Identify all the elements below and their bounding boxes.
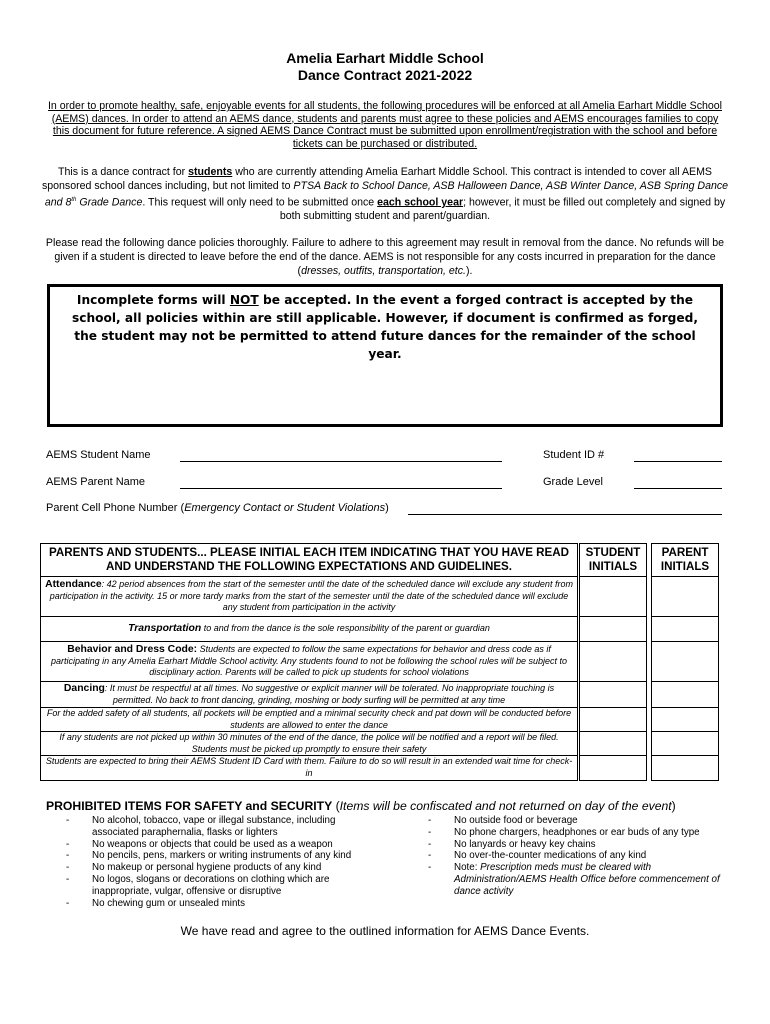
student-initial-pickup[interactable]: [580, 732, 647, 756]
safety-rule: For the added safety of all students, all pockets will be emptied and a minimal security check and pat down will be conducted before students are allowed to enter the dance: [41, 708, 578, 732]
student-initials-header: STUDENT INITIALS: [580, 544, 647, 577]
parent-phone-field[interactable]: [408, 505, 722, 515]
list-item: - No alcohol, tobacco, vape or illegal substance, including associated paraphernalia, flasks or lighters: [66, 815, 366, 839]
student-initial-behavior[interactable]: [580, 642, 647, 682]
student-id-rule: Students are expected to bring their AEMS Student ID Card with them. Failure to do so will result in an extended wait time for check-in: [41, 756, 578, 780]
parent-initial-attendance[interactable]: [652, 577, 719, 617]
parent-initial-dancing[interactable]: [652, 682, 719, 708]
student-initial-dancing[interactable]: [580, 682, 647, 708]
parent-initial-behavior[interactable]: [652, 642, 719, 682]
table-header: PARENTS AND STUDENTS... PLEASE INITIAL EACH ITEM INDICATING THAT YOU HAVE READ AND UNDERSTAND THE FOLLOWING EXPECTATIONS AND GUIDELINES.: [41, 544, 578, 577]
prohibited-list-left: [66, 815, 366, 909]
parent-initial-id-card[interactable]: [652, 756, 719, 780]
school-title: Amelia Earhart Middle School: [286, 50, 484, 66]
list-item: - No over-the-counter medications of any kind: [428, 850, 728, 862]
list-item: - No chewing gum or unsealed mints: [66, 898, 366, 910]
list-item: - Note: Prescription meds must be cleared with Administration/AEMS Health Office before commencement of dance activity: [428, 862, 728, 897]
student-initial-id-card[interactable]: [580, 756, 647, 780]
prohibited-title: PROHIBITED ITEMS FOR SAFETY and SECURITY (Items will be confiscated and not returned on day of the event): [46, 799, 676, 813]
parent-name-label: AEMS Parent Name: [46, 476, 146, 488]
list-item: - No pencils, pens, markers or writing instruments of any kind: [66, 850, 366, 862]
notice-text: Incomplete forms will NOT be accepted. In the event a forged contract is accepted by the school, all policies within are still applicable. However, if document is confirmed as forged, the student may not be permitted to attend future dances for the remainder of the school year.: [71, 293, 699, 361]
parent-initial-safety[interactable]: [652, 708, 719, 732]
dancing-rule: Dancing: It must be respectful at all times. No suggestive or explicit manner will be tolerated. No inappropriate touching is permitted. No back to front dancing, grinding, moshing or body surfing will be permitted at any time: [41, 682, 578, 708]
list-item: - No phone chargers, headphones or ear buds of any type: [428, 827, 728, 839]
behavior-rule: Behavior and Dress Code: Students are expected to follow the same expectations for behavior and dress code as if participating in any Amelia Earhart Middle School activity. Any students found to not be following the school rules will be subject to disciplinary action. Parents will be called to pick up students for school violations: [41, 642, 578, 682]
contract-title: Dance Contract 2021-2022: [297, 67, 473, 83]
student-name-field[interactable]: [180, 452, 502, 462]
notice-box: [47, 284, 723, 427]
prohibited-list-right: [428, 815, 728, 898]
parent-initial-pickup[interactable]: [652, 732, 719, 756]
student-initial-attendance[interactable]: [580, 577, 647, 617]
parent-initial-transportation[interactable]: [652, 617, 719, 642]
expectations-table: [40, 543, 719, 781]
agreement-statement: We have read and agree to the outlined information for AEMS Dance Events.: [180, 924, 590, 938]
parent-name-field[interactable]: [180, 479, 502, 489]
transportation-rule: Transportation to and from the dance is the sole responsibility of the parent or guardian: [41, 617, 578, 642]
student-initial-transportation[interactable]: [580, 617, 647, 642]
student-id-label: Student ID #: [543, 449, 605, 461]
attendance-rule: Attendance: 42 period absences from the start of the semester until the date of the scheduled dance will exclude any student from participation in the activity. 15 or more tardy marks from the start of the semester until the date of the scheduled dance will exclude any student from participation in the activity: [41, 577, 578, 617]
contract-scope-paragraph: This is a dance contract for students who are currently attending Amelia Earhart Middle School. This contract is intended to cover all AEMS sponsored school dances including, but not limited to PTSA Back to School Dance, ASB Halloween Dance, ASB Winter Dance, ASB Spring Dance and 8th Grade Dance. This request will only need to be submitted once each school year; however, it must be filled out completely and signed by both submitting student and parent/guardian.: [41, 166, 729, 222]
list-item: - No lanyards or heavy key chains: [428, 839, 728, 851]
student-id-field[interactable]: [634, 452, 722, 462]
parent-phone-label: Parent Cell Phone Number (Emergency Contact or Student Violations): [46, 502, 389, 514]
list-item: - No logos, slogans or decorations on clothing which are inappropriate, vulgar, offensive or disruptive: [66, 874, 366, 898]
grade-level-label: Grade Level: [543, 476, 603, 488]
student-initial-safety[interactable]: [580, 708, 647, 732]
grade-level-field[interactable]: [634, 479, 722, 489]
list-item: - No weapons or objects that could be used as a weapon: [66, 839, 366, 851]
policies-paragraph: Please read the following dance policies thoroughly. Failure to adhere to this agreement may result in removal from the dance. No refunds will be given if a student is directed to leave before the end of the dance. AEMS is not responsible for any costs incurred in preparation for the dance (dresses, outfits, transportation, etc.).: [45, 237, 725, 277]
student-name-label: AEMS Student Name: [46, 449, 151, 461]
intro-paragraph: In order to promote healthy, safe, enjoyable events for all students, the following procedures will be enforced at all Amelia Earhart Middle School (AEMS) dances. In order to attend an AEMS dance, students and parents must agree to these policies and AEMS encourages families to copy this document for future reference. A signed AEMS Dance Contract must be submitted upon enrollment/registration with the school and before tickets can be purchased or distributed.: [47, 100, 723, 150]
list-item: - No outside food or beverage: [428, 815, 728, 827]
list-item: - No makeup or personal hygiene products of any kind: [66, 862, 366, 874]
pickup-rule: If any students are not picked up within 30 minutes of the end of the dance, the police will be notified and a report will be filed. Students must be picked up promptly to ensure their safety: [41, 732, 578, 756]
parent-initials-header: PARENT INITIALS: [652, 544, 719, 577]
